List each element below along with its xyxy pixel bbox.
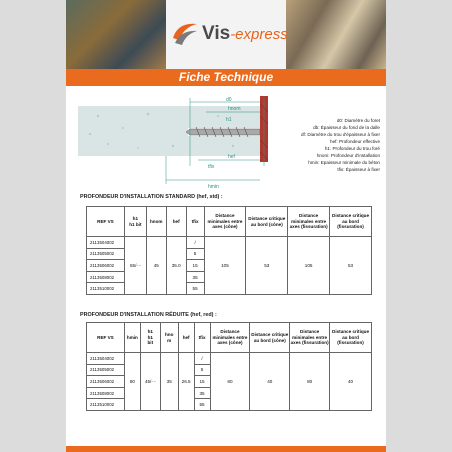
- ref-cell: 2113506002: [87, 260, 125, 272]
- col-header: Distance minimales entre axes (fissuration): [290, 323, 330, 353]
- tfix-cell: 15: [186, 260, 204, 272]
- diagram-label-hef: hef: [228, 154, 235, 160]
- legend-item: db: Épaisseur du fond de la dalle: [313, 125, 380, 130]
- col-header: tfix: [194, 323, 210, 353]
- distance-cell: 105: [288, 237, 330, 295]
- standard-table: [86, 206, 372, 295]
- brand-logo: [170, 16, 286, 52]
- tfix-cell: 55: [194, 399, 210, 411]
- col-header: hef: [166, 207, 186, 237]
- legend-item: h1: Profondeur du trou foré: [324, 146, 380, 151]
- tfix-cell: 15: [194, 376, 210, 388]
- legend-item: hef: Profondeur effective: [330, 139, 380, 144]
- distance-cell: 80: [290, 353, 330, 411]
- hef-cell: 35.0: [166, 237, 186, 295]
- ref-cell: 2113504002: [87, 353, 125, 365]
- diagram-label-hnom: hnom: [228, 106, 241, 112]
- col-header: hno m: [160, 323, 178, 353]
- legend-item: hnom: Profondeur d'installation: [316, 153, 380, 158]
- diagram-label-tfix: tfix: [208, 164, 215, 170]
- tfix-cell: /: [194, 353, 210, 365]
- h1-cell: 45/- -: [140, 353, 160, 411]
- ref-cell: 2113505002: [87, 364, 125, 376]
- ref-cell: 2113505002: [87, 248, 125, 260]
- col-header: hmin: [124, 323, 140, 353]
- reduced-table: [86, 322, 372, 411]
- col-header: h1 h1 bit: [124, 207, 146, 237]
- ref-cell: 2113504002: [87, 237, 125, 249]
- legend: [256, 117, 380, 173]
- page-title: Fiche Technique: [66, 69, 386, 86]
- tools-photo: [66, 0, 166, 69]
- table-row: [87, 237, 372, 249]
- footer-bar: [66, 446, 386, 452]
- col-header: hnom: [146, 207, 166, 237]
- ref-cell: 2113506002: [87, 376, 125, 388]
- col-header: h1 h1 bit: [140, 323, 160, 353]
- diagram-label-d0: d0: [226, 97, 232, 103]
- distance-cell: 105: [204, 237, 246, 295]
- hnom-cell: 35: [160, 353, 178, 411]
- ref-cell: 2113508002: [87, 387, 125, 399]
- col-header: REF VS: [87, 323, 125, 353]
- col-header: Distance critique au bord (cône): [250, 323, 290, 353]
- col-header: Distance critique au bord (fissuration): [330, 207, 372, 237]
- technical-sheet-page: [66, 0, 386, 452]
- h1-cell: 55/- -: [124, 237, 146, 295]
- distance-cell: 80: [210, 353, 250, 411]
- col-header: Distance minimales entre axes (fissuration): [288, 207, 330, 237]
- col-header: Distance minimales entre axes (cône): [204, 207, 246, 237]
- header: [66, 0, 386, 69]
- col-header: hef: [178, 323, 194, 353]
- legend-item: tfix: Épaisseur à fixer: [337, 167, 380, 172]
- hnom-cell: 45: [146, 237, 166, 295]
- legend-item: df: Diamètre du trou d'épaisseur à fixer: [300, 132, 380, 137]
- legend-item: hmin: Epaisseur minimale du béton: [308, 160, 380, 165]
- col-header: tfix: [186, 207, 204, 237]
- screws-photo: [286, 0, 386, 69]
- logo-swoosh-icon: [170, 18, 200, 48]
- legend-item: d0: Diamètre du foret: [336, 118, 380, 123]
- table-row: [87, 353, 372, 365]
- col-header: Distance critique au bord (cône): [246, 207, 288, 237]
- tfix-cell: 35: [186, 271, 204, 283]
- brand-name: Vis-express: [202, 23, 288, 44]
- diagram-label-hmin: hmin: [208, 184, 219, 190]
- distance-cell: 40: [250, 353, 290, 411]
- ref-cell: 2113508002: [87, 271, 125, 283]
- col-header: Distance minimales entre axes (cône): [210, 323, 250, 353]
- tfix-cell: 5: [186, 248, 204, 260]
- col-header: REF VS: [87, 207, 125, 237]
- diagram-label-h1: h1: [226, 117, 232, 123]
- tfix-cell: 5: [194, 364, 210, 376]
- reduced-section-title: PROFONDEUR D'INSTALLATION RÉDUITE (hef, red) :: [80, 312, 217, 318]
- hmin-cell: 80: [124, 353, 140, 411]
- hef-cell: 26.5: [178, 353, 194, 411]
- ref-cell: 2113510002: [87, 399, 125, 411]
- ref-cell: 2113510002: [87, 283, 125, 295]
- distance-cell: 53: [246, 237, 288, 295]
- tfix-cell: 35: [194, 387, 210, 399]
- brand-suffix: -express: [230, 26, 288, 43]
- tfix-cell: 55: [186, 283, 204, 295]
- distance-cell: 40: [330, 353, 372, 411]
- distance-cell: 53: [330, 237, 372, 295]
- tfix-cell: /: [186, 237, 204, 249]
- anchor-diagram: [78, 96, 268, 192]
- col-header: Distance critique au bord (fissuration): [330, 323, 372, 353]
- standard-section-title: PROFONDEUR D'INSTALLATION STANDARD (hef, std) :: [80, 194, 223, 200]
